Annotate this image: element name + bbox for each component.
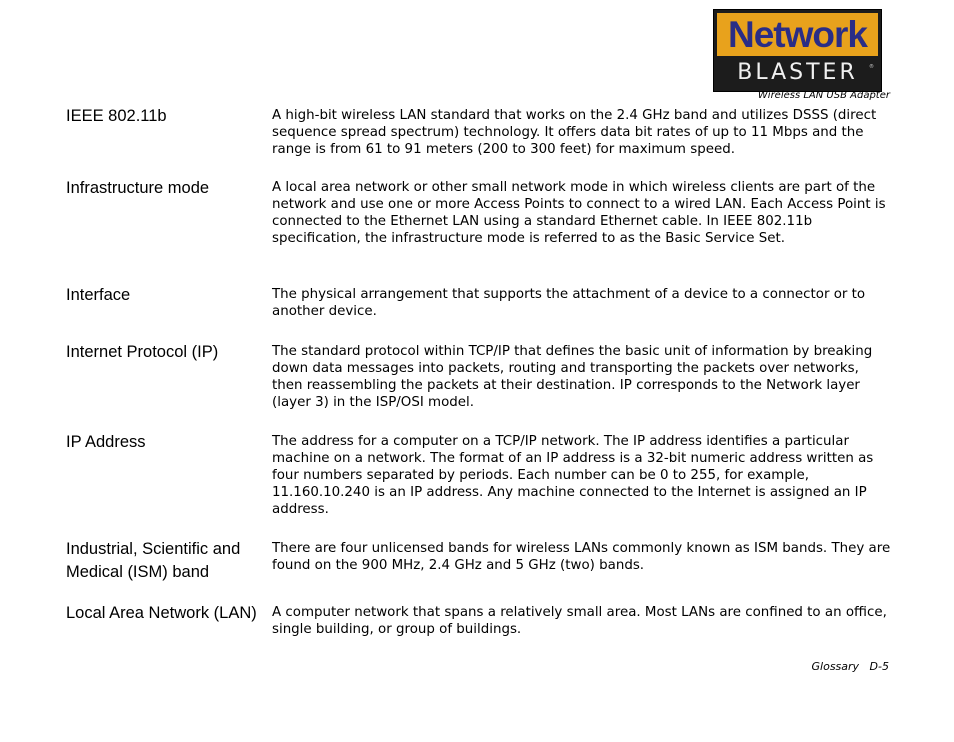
glossary-term: Interface (66, 286, 131, 304)
glossary-term: IEEE 802.11b (66, 107, 167, 125)
glossary-definition: The physical arrangement that supports the attachment of a device to a connector or to another device. (272, 287, 866, 319)
logo-trademark: ® (869, 64, 874, 70)
glossary-definition: The standard protocol within TCP/IP that defines the basic unit of information by breaking down data messages into packets, routing and transporting the packets over networks, then reassembling the packets at their destination. IP corresponds to the Network layer (layer 3) in the ISP/OSI model. (272, 344, 873, 410)
network-blaster-logo (713, 9, 882, 92)
glossary-definition: A local area network or other small network mode in which wireless clients are part of the network and use one or more Access Points to connect to a wired LAN. Each Access Point is connected to the Ethernet LAN using a standard Ethernet cable. In IEEE 802.11b specification, the infrastructure mode is referred to as the Basic Service Set. (272, 180, 886, 246)
page-footer: Glossary D-5 (811, 660, 889, 673)
glossary-term: Local Area Network (LAN) (66, 604, 257, 622)
product-tagline: Wireless LAN USB Adapter (757, 90, 890, 101)
glossary-definition: A computer network that spans a relatively small area. Most LANs are confined to an office, single building, or group of buildings. (272, 605, 887, 637)
glossary-term: Internet Protocol (IP) (66, 343, 219, 361)
glossary-term: Industrial, Scientific and Medical (ISM) band (66, 540, 241, 581)
glossary-term: IP Address (66, 433, 146, 451)
glossary-definition: There are four unlicensed bands for wireless LANs commonly known as ISM bands. They are found on the 900 MHz, 2.4 GHz and 5 GHz (two) bands. (272, 541, 891, 573)
glossary-definition: The address for a computer on a TCP/IP network. The IP address identifies a particular machine on a network. The format of an IP address is a 32-bit numeric address written as four numbers separated by periods. Each number can be 0 to 255, for example, 11.160.10.240 is an IP address. Any machine connected to the Internet is assigned an IP address. (272, 434, 874, 517)
glossary-term: Infrastructure mode (66, 179, 210, 197)
logo-bottom-panel (717, 58, 878, 88)
logo-sub: BLASTER (737, 60, 858, 85)
logo-word: Network (728, 14, 867, 55)
glossary-definition: A high-bit wireless LAN standard that works on the 2.4 GHz band and utilizes DSSS (direct sequence spread spectrum) technology. It offers data bit rates of up to 11 Mbps and the range is from 61 to 91 meters (200 to 300 feet) for maximum speed. (272, 108, 877, 157)
logo-top-panel (717, 13, 878, 56)
